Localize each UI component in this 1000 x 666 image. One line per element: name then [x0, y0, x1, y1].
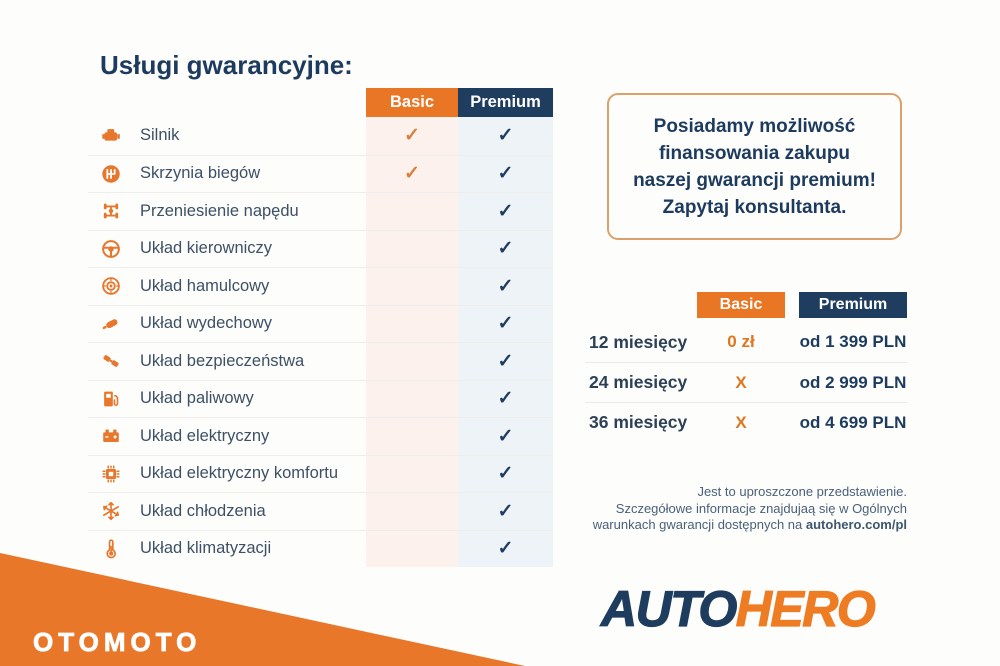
warranty-row-label: Układ kierowniczy — [140, 239, 273, 258]
promo-line: finansowania zakupu — [658, 142, 851, 164]
premium-check-icon: ✓ — [458, 493, 553, 530]
premium-check-icon: ✓ — [458, 381, 553, 418]
warranty-row-label: Układ elektryczny komfortu — [140, 464, 339, 483]
basic-empty-cell — [366, 268, 458, 305]
warranty-row — [88, 155, 553, 193]
warranty-row — [88, 380, 553, 418]
pricing-row — [585, 402, 907, 442]
premium-check-icon: ✓ — [458, 418, 553, 455]
pricing-header-premium: Premium — [799, 292, 907, 318]
column-header-premium: Premium — [458, 88, 553, 117]
warranty-row-label: Układ hamulcowy — [140, 276, 270, 295]
brake-disc-icon — [100, 275, 122, 297]
warranty-row-label: Układ klimatyzacji — [140, 539, 272, 558]
premium-check-icon: ✓ — [458, 117, 553, 155]
pricing-premium-value: od 2 999 PLN — [799, 372, 907, 392]
pricing-period: 36 miesięcy — [589, 412, 688, 432]
warranty-row — [88, 117, 553, 155]
warranty-rows — [88, 117, 553, 567]
premium-check-icon: ✓ — [458, 343, 553, 380]
battery-icon — [100, 425, 122, 447]
premium-check-icon: ✓ — [458, 306, 553, 343]
warranty-table — [88, 88, 553, 567]
seatbelt-icon — [100, 350, 122, 372]
autohero-url: autohero.com/pl — [805, 517, 907, 532]
basic-empty-cell — [366, 193, 458, 230]
gearbox-icon — [100, 163, 122, 185]
exhaust-icon — [100, 313, 122, 335]
warranty-row — [88, 455, 553, 493]
premium-check-icon: ✓ — [458, 531, 553, 568]
pricing-row — [585, 322, 907, 362]
pricing-basic-value: 0 zł — [727, 332, 755, 351]
premium-check-icon: ✓ — [458, 456, 553, 493]
pricing-rows — [585, 322, 907, 442]
disclaimer-line: Jest to uproszczone przedstawienie. — [697, 484, 907, 499]
warranty-row — [88, 192, 553, 230]
chip-icon — [100, 463, 122, 485]
snowflake-icon — [100, 500, 122, 522]
pricing-header-basic: Basic — [697, 292, 785, 318]
steering-wheel-icon — [100, 238, 122, 260]
warranty-row — [88, 267, 553, 305]
premium-check-icon: ✓ — [458, 268, 553, 305]
pricing-row — [585, 362, 907, 402]
premium-check-icon: ✓ — [458, 231, 553, 268]
warranty-row — [88, 305, 553, 343]
pricing-basic-value: X — [735, 372, 747, 392]
warranty-row-label: Przeniesienie napędu — [140, 201, 299, 220]
otomoto-logo: OTOMOTO — [33, 627, 202, 657]
basic-empty-cell — [366, 381, 458, 418]
page-title: Usługi gwarancyjne: — [100, 50, 353, 80]
fuel-pump-icon — [100, 388, 122, 410]
pricing-basic-value: X — [735, 412, 747, 432]
autohero-logo: AUTOHERO — [601, 581, 875, 637]
warranty-row-label: Silnik — [140, 126, 180, 145]
engine-icon — [100, 125, 122, 147]
warranty-row — [88, 530, 553, 568]
basic-empty-cell — [366, 493, 458, 530]
basic-empty-cell — [366, 531, 458, 568]
disclaimer-line: warunkach gwarancji dostępnych na autohero.com/pl — [592, 517, 907, 532]
disclaimer-line: Szczegółowe informacje znajdujaą się w Ogólnych — [615, 500, 907, 516]
basic-check-icon: ✓ — [366, 156, 458, 193]
warranty-row — [88, 417, 553, 455]
warranty-row-label: Układ elektryczny — [140, 426, 270, 445]
warranty-row-label: Układ bezpieczeństwa — [140, 351, 305, 370]
basic-empty-cell — [366, 306, 458, 343]
promo-line: naszej gwarancji premium! — [633, 169, 876, 191]
financing-promo-box — [607, 93, 902, 240]
warranty-row-label: Układ paliwowy — [140, 389, 254, 408]
thermometer-icon — [100, 538, 122, 560]
warranty-row — [88, 342, 553, 380]
basic-check-icon: ✓ — [366, 117, 458, 155]
premium-check-icon: ✓ — [458, 193, 553, 230]
drivetrain-icon — [100, 200, 122, 222]
column-header-basic: Basic — [366, 88, 458, 117]
premium-check-icon: ✓ — [458, 156, 553, 193]
warranty-row-label: Układ chłodzenia — [140, 501, 266, 520]
warranty-table-header — [88, 88, 553, 117]
disclaimer-text — [527, 484, 907, 534]
basic-empty-cell — [366, 231, 458, 268]
header-gap — [785, 292, 799, 318]
pricing-table — [585, 292, 907, 442]
warranty-row — [88, 230, 553, 268]
warranty-row-label: Układ wydechowy — [140, 314, 273, 333]
basic-empty-cell — [366, 418, 458, 455]
pricing-period: 24 miesięcy — [589, 372, 688, 392]
header-spacer — [88, 88, 366, 117]
promo-line: Posiadamy możliwość — [653, 115, 856, 137]
basic-empty-cell — [366, 456, 458, 493]
pricing-period: 12 miesięcy — [589, 331, 688, 352]
warranty-row — [88, 492, 553, 530]
warranty-row-label: Skrzynia biegów — [140, 164, 261, 183]
pricing-premium-value: od 4 699 PLN — [799, 412, 907, 432]
pricing-table-header — [585, 292, 907, 318]
basic-empty-cell — [366, 343, 458, 380]
promo-line: Zapytaj konsultanta. — [662, 196, 847, 218]
pricing-premium-value: od 1 399 PLN — [799, 332, 907, 351]
header-spacer — [585, 292, 697, 318]
